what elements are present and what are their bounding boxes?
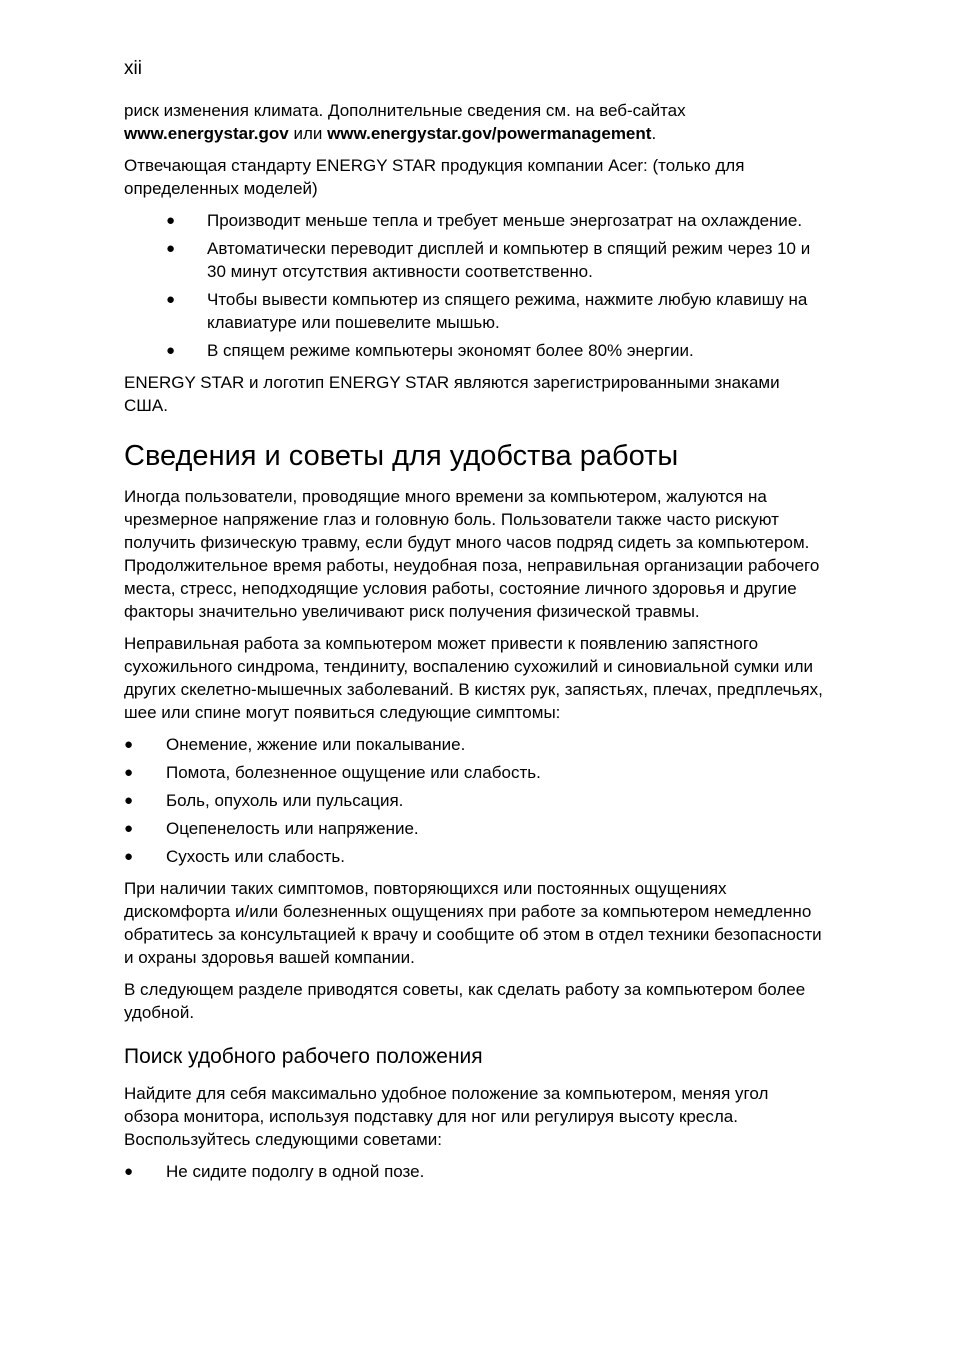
powermanagement-link: www.energystar.gov/powermanagement — [327, 124, 652, 143]
trademark-paragraph: ENERGY STAR и логотип ENERGY STAR являются зарегистрированными знаками США. — [124, 373, 780, 415]
bullet-icon: ● — [124, 820, 134, 837]
list-item: ● Онемение, жжение или покалывание. — [124, 735, 466, 754]
bullet-icon: ● — [124, 764, 134, 781]
bullet-icon: ● — [124, 792, 134, 809]
list-item: ● Оцепенелость или напряжение. — [124, 819, 419, 838]
bullet-icon: ● — [124, 1163, 134, 1180]
list-item: ● Сухость или слабость. — [124, 847, 345, 866]
subsection-list — [124, 1160, 824, 1183]
page-number: xii — [124, 58, 142, 79]
intro-period: . — [651, 124, 657, 143]
list-item: ● Боль, опухоль или пульсация. — [124, 791, 404, 810]
intro-text: риск изменения климата. Дополнительные сведения см. на веб-сайтах — [124, 101, 686, 120]
list-item: ● Производит меньше тепла и требует меньше энергозатрат на охлаждение. — [166, 211, 803, 230]
section-paragraph-4: В следующем разделе приводятся советы, как сделать работу за компьютером более удобной. — [124, 980, 806, 1022]
bullet-icon: ● — [124, 848, 134, 865]
bullet-icon: ● — [166, 342, 176, 359]
subsection-paragraph: Найдите для себя максимально удобное положение за компьютером, меняя угол обзора монитора, используя подставку для ног или регулируя высоту кресла. Воспользуйтесь следующими советами: — [124, 1084, 769, 1149]
page-content — [124, 99, 824, 1192]
intro-or: или — [288, 124, 328, 143]
symptoms-list — [124, 733, 824, 868]
section-paragraph-1: Иногда пользователи, проводящие много времени за компьютером, жалуются на чрезмерное напряжение глаз и головную боль. Пользователи также часто рискуют получить физическую травму, если будут много часов подряд сидеть за компьютером. Продолжительное время работы, неудобная поза, неправильная организации рабочего места, стресс, неподходящие условия работы, состояние личного здоровья и другие факторы значительно увеличивают риск получения физической травмы. — [124, 487, 820, 621]
list-item: ● Помота, болезненное ощущение или слабость. — [124, 763, 541, 782]
list-item: ● Не сидите подолгу в одной позе. — [124, 1162, 425, 1181]
bullet-icon: ● — [166, 212, 176, 229]
bullet-icon: ● — [124, 736, 134, 753]
section-paragraph-3: При наличии таких симптомов, повторяющихся или постоянных ощущениях дискомфорта и/или болезненных ощущениях при работе за компьютером немедленно обратитесь за консультацией к врачу и сообщите об этом в отдел техники безопасности и охраны здоровья вашей компании. — [124, 879, 822, 967]
bullet-icon: ● — [166, 291, 176, 308]
list-item: ● В спящем режиме компьютеры экономят более 80% энергии. — [166, 341, 694, 360]
energy-star-paragraph: Отвечающая стандарту ENERGY STAR продукция компании Acer: (только для определенных моделей) — [124, 156, 745, 198]
list-item: ● Чтобы вывести компьютер из спящего режима, нажмите любую клавишу на клавиатуре или пошевелите мышью. — [166, 290, 808, 332]
energy-star-list — [124, 209, 824, 362]
intro-paragraph — [124, 99, 824, 145]
bullet-icon: ● — [166, 240, 176, 257]
section-paragraph-2: Неправильная работа за компьютером может привести к появлению запястного сухожильного синдрома, тендиниту, воспалению сухожилий и синовиальной сумки или других скелетно-мышечных заболеваний. В кистях рук, запястьях, плечах, предплечьях, шее или спине могут появиться следующие симптомы: — [124, 634, 823, 722]
list-item: ● Автоматически переводит дисплей и компьютер в спящий режим через 10 и 30 минут отсутствия активности соответственно. — [166, 239, 811, 281]
subsection-title: Поиск удобного рабочего положения — [124, 1045, 483, 1068]
energystar-link: www.energystar.gov — [124, 124, 289, 143]
section-title: Сведения и советы для удобства работы — [124, 440, 679, 472]
